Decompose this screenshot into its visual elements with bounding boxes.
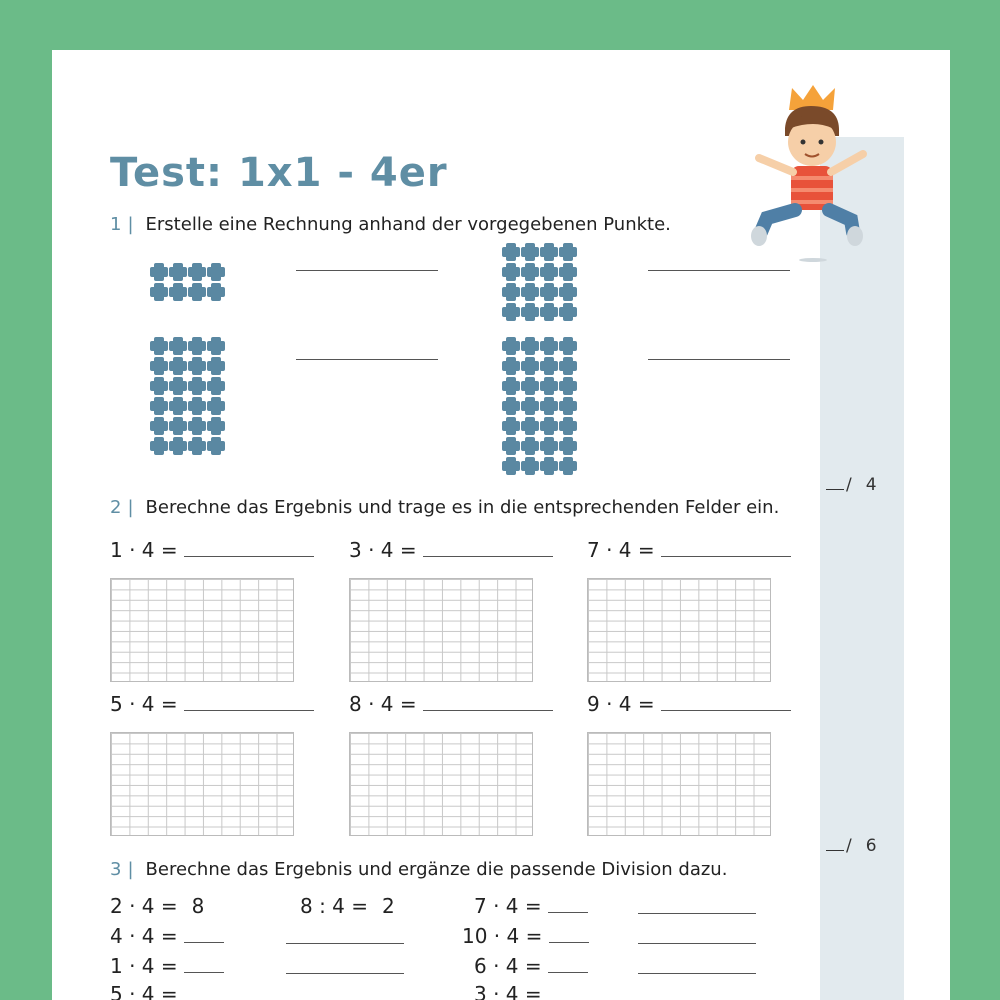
dot-row xyxy=(150,357,226,377)
dot xyxy=(502,457,520,475)
dot xyxy=(150,263,168,281)
dot xyxy=(521,283,539,301)
dot-row xyxy=(150,263,226,283)
dot xyxy=(188,337,206,355)
dot xyxy=(540,357,558,375)
dot xyxy=(559,377,577,395)
equation: 5 · 4 = xyxy=(110,692,314,716)
dot xyxy=(169,437,187,455)
answer-line[interactable] xyxy=(296,270,438,271)
dot xyxy=(540,283,558,301)
filled-result: 2 xyxy=(382,894,395,918)
dot-array-4 xyxy=(502,337,578,477)
dot xyxy=(559,263,577,281)
dot xyxy=(169,263,187,281)
dot-row xyxy=(150,283,226,303)
dot xyxy=(559,457,577,475)
dot xyxy=(521,357,539,375)
task-3-heading: 3 | Berechne das Ergebnis und ergänze die passende Division dazu. xyxy=(110,859,728,880)
dot xyxy=(502,243,520,261)
dot xyxy=(188,417,206,435)
answer-blank[interactable] xyxy=(548,958,588,973)
dot xyxy=(521,243,539,261)
dot xyxy=(540,377,558,395)
dot xyxy=(207,437,225,455)
dot-row xyxy=(150,437,226,457)
answer-blank[interactable] xyxy=(423,542,553,557)
task3-mult: 1 · 4 = xyxy=(110,954,224,978)
task3-mult: 7 · 4 = xyxy=(474,894,588,918)
dot xyxy=(521,437,539,455)
task-2-heading: 2 | Berechne das Ergebnis und trage es in die entsprechenden Felder ein. xyxy=(110,497,780,518)
task3-mult: 10 · 4 = xyxy=(462,924,589,948)
answer-blank[interactable] xyxy=(184,928,224,943)
task-number: 1 xyxy=(110,214,122,235)
dot xyxy=(559,357,577,375)
task3-mult: 6 · 4 = xyxy=(474,954,588,978)
squared-grid[interactable] xyxy=(349,732,533,836)
dot xyxy=(559,397,577,415)
dot xyxy=(207,357,225,375)
score-sidebar xyxy=(820,137,904,1000)
boy-with-crown-illustration xyxy=(747,80,877,265)
dot xyxy=(559,283,577,301)
dot xyxy=(207,337,225,355)
worksheet xyxy=(52,50,950,1000)
dot-row xyxy=(502,357,578,377)
dot xyxy=(540,417,558,435)
dot xyxy=(559,303,577,321)
dot xyxy=(150,437,168,455)
answer-blank[interactable] xyxy=(184,696,314,711)
dot xyxy=(521,397,539,415)
score-blank[interactable] xyxy=(826,850,844,851)
dot xyxy=(540,303,558,321)
dot-array-3 xyxy=(150,337,226,457)
dot xyxy=(150,283,168,301)
division-line[interactable] xyxy=(286,943,404,944)
dot xyxy=(207,377,225,395)
dot-row xyxy=(502,417,578,437)
dot xyxy=(521,303,539,321)
filled-result: 8 xyxy=(191,894,205,918)
dot xyxy=(502,417,520,435)
answer-blank[interactable] xyxy=(184,958,224,973)
answer-blank[interactable] xyxy=(184,542,314,557)
dot xyxy=(540,243,558,261)
equation: 1 · 4 = xyxy=(110,538,314,562)
task3-division: 8 : 4 = 2 xyxy=(300,894,395,918)
dot xyxy=(188,357,206,375)
squared-grid[interactable] xyxy=(587,578,771,682)
task-1-heading: 1 | Erstelle eine Rechnung anhand der vorgegebenen Punkte. xyxy=(110,214,671,235)
squared-grid[interactable] xyxy=(349,578,533,682)
dot xyxy=(502,397,520,415)
dot-array-1 xyxy=(150,263,226,303)
answer-line[interactable] xyxy=(296,359,438,360)
dot xyxy=(502,437,520,455)
dot xyxy=(150,337,168,355)
dot xyxy=(502,377,520,395)
task3-mult: 3 · 4 = xyxy=(474,982,542,1000)
dot xyxy=(521,263,539,281)
dot xyxy=(169,397,187,415)
dot xyxy=(169,357,187,375)
dot xyxy=(540,457,558,475)
dot xyxy=(559,337,577,355)
dot-row xyxy=(502,263,578,283)
equation: 3 · 4 = xyxy=(349,538,553,562)
dot xyxy=(540,437,558,455)
dot xyxy=(521,417,539,435)
task-instruction: Berechne das Ergebnis und ergänze die passende Division dazu. xyxy=(145,859,728,880)
answer-blank[interactable] xyxy=(549,928,589,943)
dot xyxy=(207,283,225,301)
dot-row xyxy=(150,377,226,397)
dot xyxy=(521,457,539,475)
page-title: Test: 1x1 - 4er xyxy=(110,150,448,196)
dot-row xyxy=(502,457,578,477)
answer-blank[interactable] xyxy=(661,542,791,557)
division-line[interactable] xyxy=(638,913,756,914)
task-number: 3 xyxy=(110,859,122,880)
dot-row xyxy=(502,283,578,303)
dot xyxy=(559,437,577,455)
dot-row xyxy=(502,243,578,263)
dot xyxy=(502,283,520,301)
dot-row xyxy=(502,303,578,323)
dot-array-2 xyxy=(502,243,578,323)
dot xyxy=(502,263,520,281)
dot xyxy=(502,303,520,321)
dot xyxy=(169,417,187,435)
dot xyxy=(150,377,168,395)
dot xyxy=(169,337,187,355)
dot xyxy=(540,263,558,281)
score-blank[interactable] xyxy=(826,489,844,490)
dot xyxy=(502,357,520,375)
equation: 7 · 4 = xyxy=(587,538,791,562)
dot-row xyxy=(150,417,226,437)
answer-blank[interactable] xyxy=(423,696,553,711)
dot xyxy=(521,337,539,355)
score-max: 6 xyxy=(865,836,877,856)
dot xyxy=(559,243,577,261)
task3-mult: 5 · 4 = xyxy=(110,982,178,1000)
dot-row xyxy=(502,377,578,397)
division-line[interactable] xyxy=(638,943,756,944)
dot-row xyxy=(502,437,578,457)
equation: 9 · 4 = xyxy=(587,692,791,716)
dot xyxy=(169,283,187,301)
score-max: 4 xyxy=(865,475,877,495)
answer-line[interactable] xyxy=(648,359,790,360)
division-line[interactable] xyxy=(638,973,756,974)
dot xyxy=(150,417,168,435)
dot xyxy=(188,283,206,301)
dot-row xyxy=(502,397,578,417)
task-instruction: Berechne das Ergebnis und trage es in die entsprechenden Felder ein. xyxy=(145,497,780,518)
dot xyxy=(502,337,520,355)
dot-row xyxy=(150,397,226,417)
dot xyxy=(188,263,206,281)
division-line[interactable] xyxy=(286,973,404,974)
dot xyxy=(559,417,577,435)
score-task-1: / 4 xyxy=(826,475,877,495)
dot xyxy=(207,417,225,435)
equation: 8 · 4 = xyxy=(349,692,553,716)
dot xyxy=(207,263,225,281)
answer-line[interactable] xyxy=(648,270,790,271)
dot xyxy=(150,397,168,415)
squared-grid[interactable] xyxy=(587,732,771,836)
task-instruction: Erstelle eine Rechnung anhand der vorgegebenen Punkte. xyxy=(145,214,671,235)
dot xyxy=(521,377,539,395)
squared-grid[interactable] xyxy=(110,578,294,682)
score-task-2: / 6 xyxy=(826,836,877,856)
dot xyxy=(207,397,225,415)
dot-row xyxy=(150,337,226,357)
answer-blank[interactable] xyxy=(661,696,791,711)
dot xyxy=(188,377,206,395)
answer-blank[interactable] xyxy=(548,898,588,913)
dot xyxy=(540,337,558,355)
dot xyxy=(188,437,206,455)
task-number: 2 xyxy=(110,497,122,518)
dot xyxy=(540,397,558,415)
task3-mult: 2 · 4 = 8 xyxy=(110,894,205,918)
dot xyxy=(188,397,206,415)
dot xyxy=(169,377,187,395)
dot-row xyxy=(502,337,578,357)
task3-mult: 4 · 4 = xyxy=(110,924,224,948)
squared-grid[interactable] xyxy=(110,732,294,836)
dot xyxy=(150,357,168,375)
